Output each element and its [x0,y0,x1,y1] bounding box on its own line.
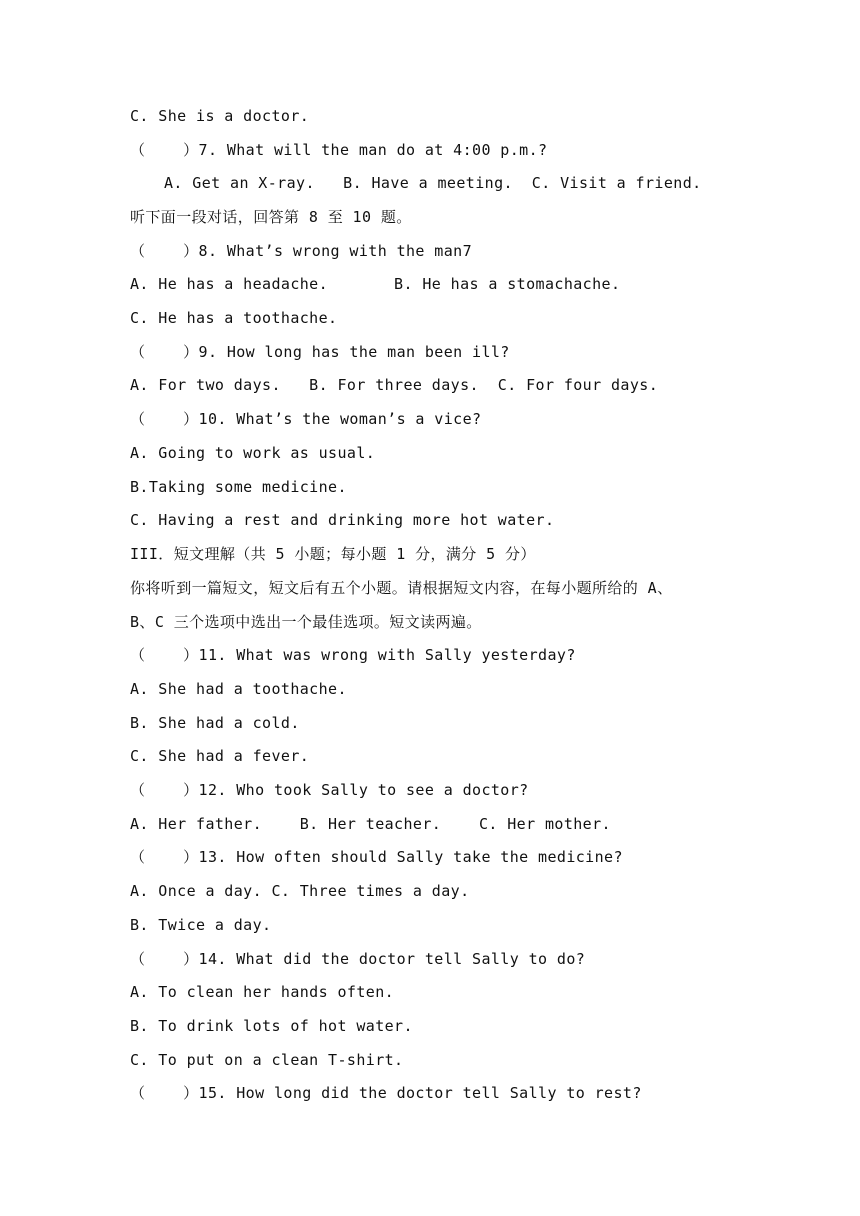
question-13-options: A. Once a day. C. Three times a day. [130,882,470,900]
question-8-options: A. He has a headache. B. He has a stomachache. [130,275,621,293]
text-line: C. She is a doctor. [130,107,310,125]
question-14: （ ）14. What did the doctor tell Sally to do? [130,950,586,968]
question-14-option-b: B. To drink lots of hot water. [130,1017,413,1035]
section-instruction: B、C 三个选项中选出一个最佳选项。短文读两遍。 [130,613,482,631]
section-instruction: 你将听到一篇短文，短文后有五个小题。请根据短文内容，在每小题所给的 A、 [130,579,673,597]
question-12-options: A. Her father. B. Her teacher. C. Her mother. [130,815,611,833]
section-instruction: 听下面一段对话，回答第 8 至 10 题。 [130,208,412,226]
question-10-option-a: A. Going to work as usual. [130,444,376,462]
question-8: （ ）8. What’s wrong with the man7 [130,242,473,260]
question-10-option-c: C. Having a rest and drinking more hot water. [130,511,555,529]
question-9-options: A. For two days. B. For three days. C. For four days. [130,376,659,394]
question-11-option-c: C. She had a fever. [130,747,310,765]
question-14-option-c: C. To put on a clean T-shirt. [130,1051,404,1069]
question-9: （ ）9. How long has the man been ill? [130,343,510,361]
question-10: （ ）10. What’s the woman’s a vice? [130,410,482,428]
question-11-option-b: B. She had a cold. [130,714,300,732]
question-15: （ ）15. How long did the doctor tell Sally to rest? [130,1084,642,1102]
question-11-option-a: A. She had a toothache. [130,680,347,698]
question-7: （ ）7. What will the man do at 4:00 p.m.? [130,141,548,159]
question-13: （ ）13. How often should Sally take the medicine? [130,848,623,866]
question-12: （ ）12. Who took Sally to see a doctor? [130,781,529,799]
question-14-option-a: A. To clean her hands often. [130,983,395,1001]
section-heading: III．短文理解（共 5 小题；每小题 1 分，满分 5 分） [130,545,536,563]
question-11: （ ）11. What was wrong with Sally yesterday? [130,646,576,664]
question-10-option-b: B.Taking some medicine. [130,478,347,496]
question-8-option-c: C. He has a toothache. [130,309,338,327]
question-7-options: A. Get an X-ray. B. Have a meeting. C. Visit a friend. [164,174,702,192]
question-13-option-b: B. Twice a day. [130,916,272,934]
